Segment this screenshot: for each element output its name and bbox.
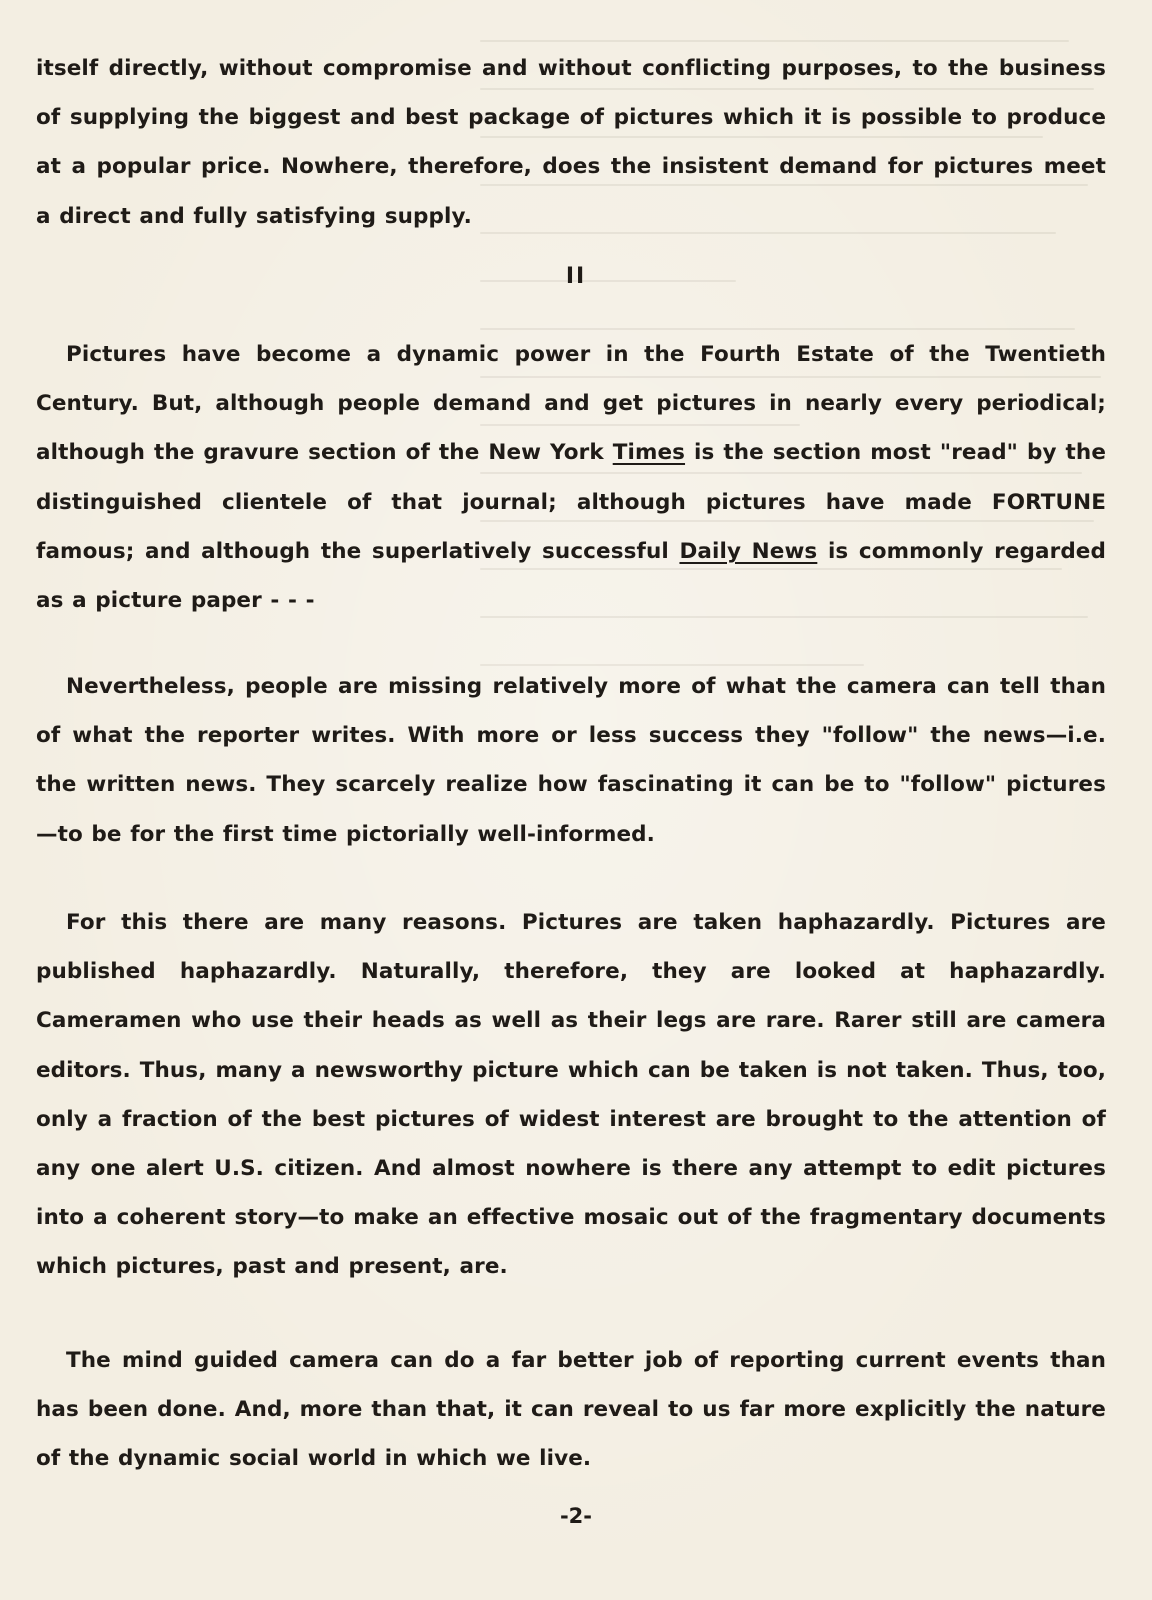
section-numeral: II (565, 264, 587, 289)
paragraph-nevertheless: Nevertheless, people are missing relatively more of what the camera can tell than of what the reporter writes. With more or less success they "follow" the news—i.e. the written news. They scarcely realize how fascinating it can be to "follow" pictures—to be for the first time pictorially well-informed. (36, 674, 1106, 847)
paragraph-reasons: For this there are many reasons. Pictures are taken haphazardly. Pictures are published haphazardly. Naturally, therefore, they are looked at haphazardly. Cameramen who use their heads as well as their legs are rare. Rarer still are camera editors. Thus, many a newsworthy picture which can be taken is not taken. Thus, too, only a fraction of the best pictures of widest interest are brought to the attention of any one alert U.S. citizen. And almost nowhere is there any attempt to edit pictures into a coherent story—to make an effective mosaic out of the fragmentary documents which pictures, past and present, are. (36, 910, 1106, 1280)
newspaper-title-daily-news: Daily News (679, 538, 818, 564)
paragraph-pictures-part1: Pictures have become a dynamic power in the Fourth Estate of the Twentieth Century. But, although people demand and get pictures in nearly every periodical; although the gravure section of the New York (36, 342, 1106, 466)
paragraph-pictures-part3: is commonly regarded as a picture paper - - - (36, 538, 1106, 614)
newspaper-title-times: Times (612, 440, 686, 466)
paragraph-continued: itself directly, without compromise and without conflicting purposes, to the business of supplying the biggest and best package of pictures which it is possible to produce at a popular price. Nowhere, therefore, does the insistent demand for pictures meet a direct and fully satisfying supply. (36, 56, 1106, 229)
paragraph-mind-guided-camera: The mind guided camera can do a far better job of reporting current events than has been done. And, more than that, it can reveal to us far more explicitly the nature of the dynamic social world in which we live. (36, 1348, 1106, 1472)
paragraph-pictures-part2: is the section most "read" by the distinguished clientele of that journal; although pictures have made FORTUNE famous; and although the superlatively successful (36, 440, 1106, 564)
paragraph-pictures (36, 330, 1106, 625)
page-number: -2- (559, 1504, 593, 1528)
